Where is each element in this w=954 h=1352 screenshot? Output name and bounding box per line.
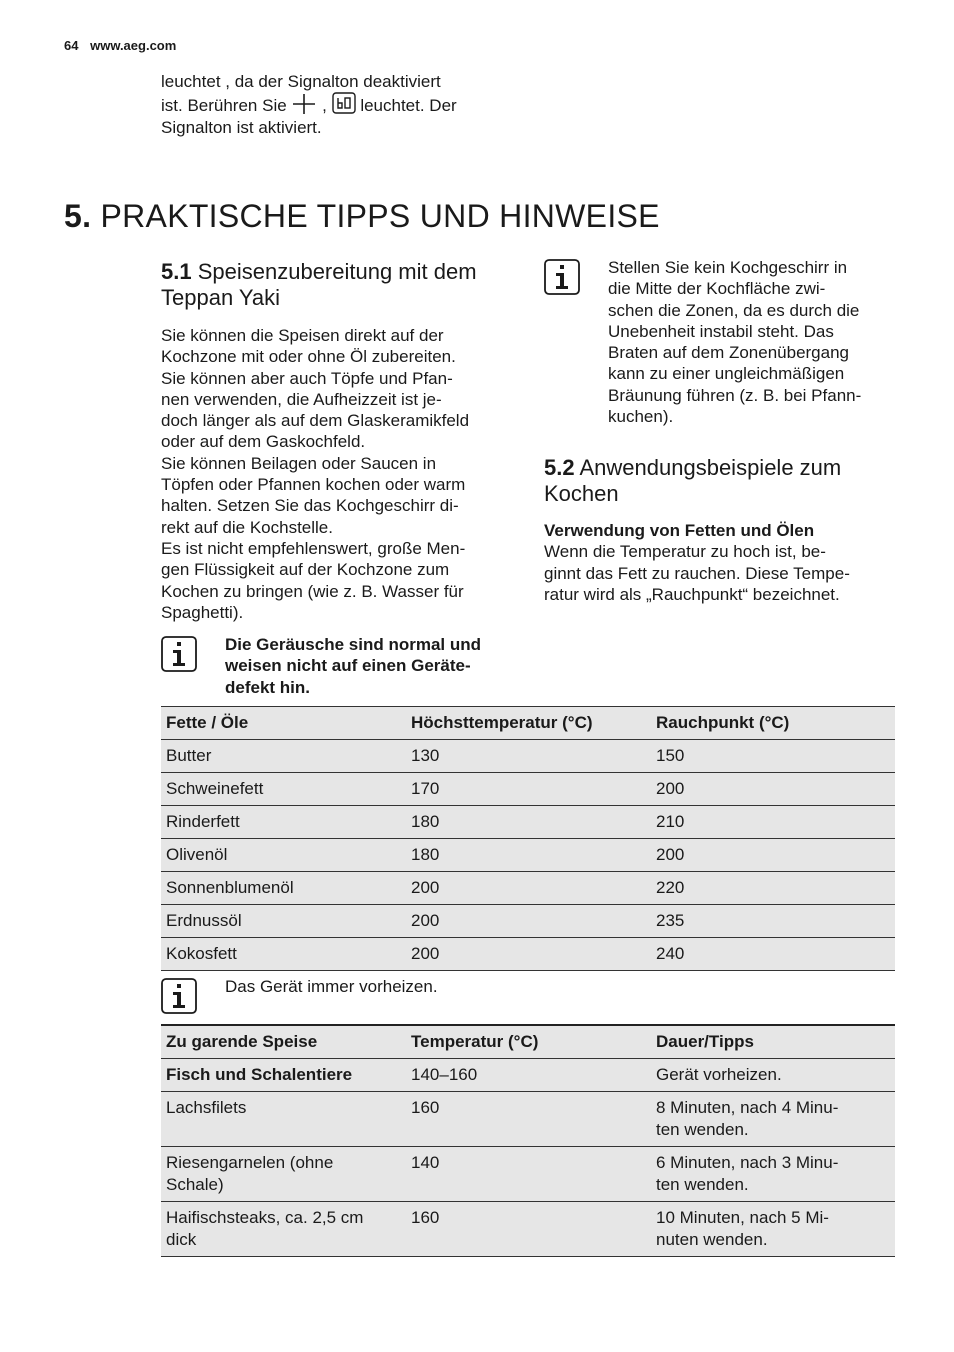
table-cell: 235: [651, 905, 895, 938]
section-5-2-lead: Verwendung von Fetten und Ölen: [544, 521, 815, 540]
fats-table: [161, 706, 895, 971]
table-row: [161, 938, 895, 971]
column-header: Dauer/Tipps: [651, 1025, 895, 1059]
info-icon: [544, 259, 580, 295]
section-5-1-heading: 5.1 Speisenzubereitung mit dem Teppan Yaki: [161, 259, 477, 310]
header-url: www.aeg.com: [90, 38, 177, 53]
page-header: [64, 38, 176, 53]
table-cell: 200: [651, 839, 895, 872]
column-header: Höchsttemperatur (°C): [406, 707, 651, 740]
table-cell: 170: [406, 773, 651, 806]
note-noise-text: Die Geräusche sind normal und weisen nicht auf einen Geräte- defekt hin.: [225, 635, 482, 697]
table-row: [161, 872, 895, 905]
table-cell: Gerät vorheizen.: [651, 1059, 895, 1092]
column-header: Temperatur (°C): [406, 1025, 651, 1059]
table-row: [161, 839, 895, 872]
table-row: [161, 1202, 895, 1257]
table-cell: Sonnenblumenöl: [161, 872, 406, 905]
table-row: [161, 1147, 895, 1202]
table-cell: 130: [406, 740, 651, 773]
table-cell: Kokosfett: [161, 938, 406, 971]
section-5-2-heading: 5.2 Anwendungsbeispiele zum Kochen: [544, 455, 842, 506]
intro-line-1: leuchtet , da der Signalton deaktiviert: [161, 72, 441, 91]
table-cell: 200: [406, 872, 651, 905]
intro-text: [161, 71, 501, 138]
table-cell: 150: [651, 740, 895, 773]
table-cell: 200: [651, 773, 895, 806]
info-icon: [161, 978, 197, 1014]
table-cell: 160: [406, 1202, 651, 1257]
intro-line-2: ist. Berühren Sie , leuchtet. Der: [161, 92, 501, 116]
table-header-row: [161, 707, 895, 740]
table-cell: Olivenöl: [161, 839, 406, 872]
table-cell: 200: [406, 905, 651, 938]
column-header: Rauchpunkt (°C): [651, 707, 895, 740]
section-5-1-text: Sie können die Speisen direkt auf der Kochzone mit oder ohne Öl zubereiten. Sie können aber auch Töpfe und Pfan- nen verwenden, die Aufheizzeit ist je- doch länger als auf dem Glaskeramikfeld oder auf dem Gaskochfeld. Sie können Beilagen oder Saucen in Töpfen oder Pfannen kochen oder warm halten. Setzen Sie das Kochgeschirr di- rekt auf die Kochstelle. Es ist nicht empfehlenswert, große Men- gen Flüssigkeit auf der Kochzone zum Kochen zu bringen (wie z. B. Wasser für Spaghetti).: [161, 326, 470, 622]
table-cell: 8 Minuten, nach 4 Minu- ten wenden.: [651, 1092, 895, 1147]
table-cell: 180: [406, 806, 651, 839]
table-cell: Haifischsteaks, ca. 2,5 cm dick: [161, 1202, 406, 1257]
timer-display-icon: [332, 92, 356, 114]
section-5-2-text: Verwendung von Fetten und Ölen Wenn die Temperatur zu hoch ist, be- ginnt das Fett zu rauchen. Diese Tempe- ratur wird als „Rauchpunkt“ bezeichnet.: [544, 520, 896, 605]
table-row: [161, 1092, 895, 1147]
table-cell: Rinderfett: [161, 806, 406, 839]
table-cell: 140–160: [406, 1059, 651, 1092]
column-header: Fette / Öle: [161, 707, 406, 740]
table-cell: Erdnussöl: [161, 905, 406, 938]
table-cell: Riesengarnelen (ohne Schale): [161, 1147, 406, 1202]
table-row: [161, 905, 895, 938]
table-row: [161, 773, 895, 806]
table-cell: 10 Minuten, nach 5 Mi- nuten wenden.: [651, 1202, 895, 1257]
table-cell: 140: [406, 1147, 651, 1202]
cooking-table: [161, 1024, 895, 1257]
note-preheat-text: Das Gerät immer vorheizen.: [225, 977, 438, 996]
table-cell: Schweinefett: [161, 773, 406, 806]
table-cell: Lachsfilets: [161, 1092, 406, 1147]
info-icon: [161, 636, 197, 672]
table-cell: 220: [651, 872, 895, 905]
plus-icon: [291, 94, 317, 114]
table-cell: 200: [406, 938, 651, 971]
table-cell: 240: [651, 938, 895, 971]
table-row: [161, 1059, 895, 1092]
column-header: Zu garende Speise: [161, 1025, 406, 1059]
section-5-heading: 5. PRAKTISCHE TIPPS UND HINWEISE: [64, 198, 660, 234]
table-row: [161, 806, 895, 839]
note-cookware-text: Stellen Sie kein Kochgeschirr in die Mitte der Kochfläche zwi- schen die Zonen, da es durch die Unebenheit instabil steht. Das Braten auf dem Zonenübergang kann zu einer ungleichmäßigen Bräunung führen (z. B. bei Pfann- kuchen).: [608, 258, 862, 427]
table-cell: Butter: [161, 740, 406, 773]
table-cell: 6 Minuten, nach 3 Minu- ten wenden.: [651, 1147, 895, 1202]
table-cell: Fisch und Schalentiere: [161, 1059, 406, 1092]
intro-line-3: Signalton ist aktiviert.: [161, 117, 322, 137]
table-cell: 180: [406, 839, 651, 872]
table-row: [161, 740, 895, 773]
page-number: 64: [64, 38, 79, 53]
table-cell: 210: [651, 806, 895, 839]
table-header-row: [161, 1025, 895, 1059]
table-cell: 160: [406, 1092, 651, 1147]
